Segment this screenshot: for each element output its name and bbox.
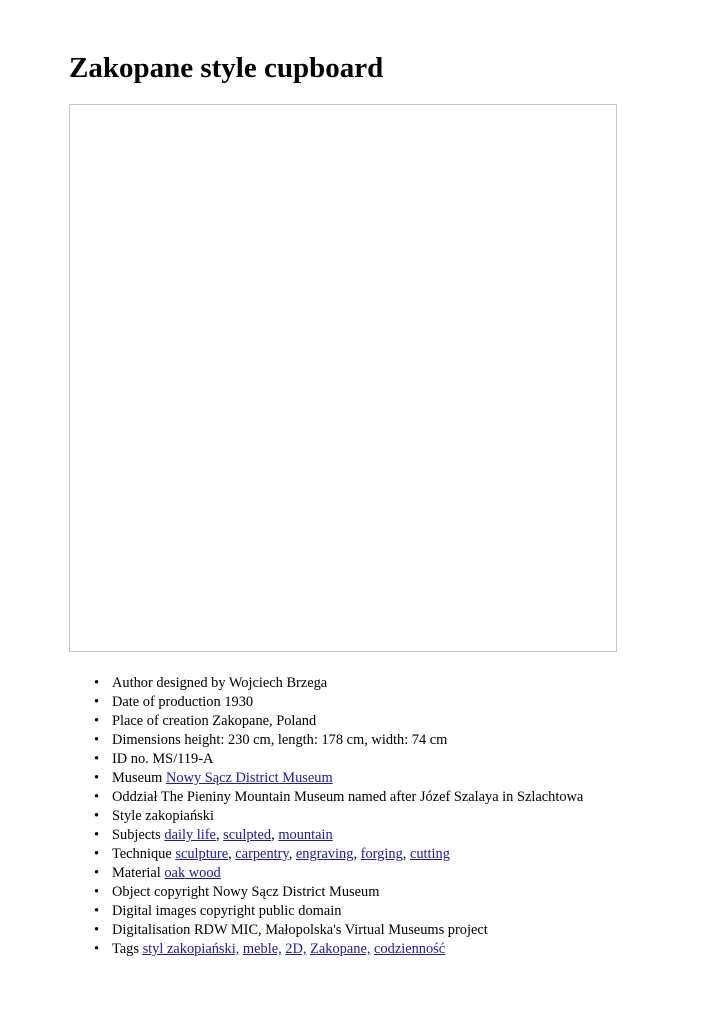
bullet: • [94, 770, 100, 786]
page-title: Zakopane style cupboard [69, 52, 384, 84]
bullet: • [94, 694, 100, 710]
branch-label: Oddział [112, 789, 158, 805]
technique-link[interactable]: sculpture [175, 846, 229, 862]
technique-link[interactable]: engraving [295, 846, 354, 862]
author-label: Author [112, 675, 153, 691]
branch-value: The Pieniny Mountain Museum named after Józef Szalaya in Szlachtowa [160, 789, 584, 805]
bullet: • [94, 922, 100, 938]
image-copyright-value: public domain [258, 903, 342, 919]
image-copyright-label: Digital images copyright [112, 903, 256, 919]
date-value: 1930 [224, 694, 254, 710]
list-item-date [94, 693, 583, 712]
bullet: • [94, 827, 100, 843]
subject-link[interactable]: mountain [278, 827, 333, 843]
museum-link[interactable]: Nowy Sącz District Museum [165, 770, 333, 786]
bullet: • [94, 751, 100, 767]
bullet: • [94, 846, 100, 862]
dimensions-label: Dimensions [112, 732, 181, 748]
tags-label: Tags [112, 941, 139, 957]
list-item-technique: • Technique sculpture, carpentry, engraving, forging, cutting [94, 846, 450, 862]
technique-link[interactable]: cutting [409, 846, 450, 862]
tag-link[interactable]: codzienność [374, 941, 446, 957]
id-label: ID no. [112, 751, 149, 767]
dimensions-value: height: 230 cm, length: 178 cm, width: 74 cm [184, 732, 448, 748]
list-item-museum [94, 769, 583, 788]
bullet: • [94, 732, 100, 748]
material-label: Material [112, 865, 161, 881]
list-item-tags [94, 940, 583, 959]
bullet: • [94, 675, 100, 691]
bullet: • [94, 884, 100, 900]
material-link[interactable]: oak wood [164, 865, 221, 881]
style-value: zakopiański [145, 808, 214, 824]
technique-link[interactable]: carpentry [235, 846, 289, 862]
bullet: • [94, 903, 100, 919]
subjects-label: Subjects [112, 827, 161, 843]
metadata-list [69, 674, 583, 959]
object-copyright-label: Object copyright [112, 884, 210, 900]
list-item-branch [94, 788, 584, 807]
bullet: • [94, 865, 100, 881]
subject-link[interactable]: daily life [164, 827, 216, 843]
place-label: Place of creation [112, 713, 209, 729]
list-item-id [94, 750, 583, 769]
list-item-dimensions [94, 731, 583, 750]
place-value: Zakopane, Poland [212, 713, 317, 729]
technique-label: Technique [112, 846, 172, 862]
date-label: Date of production [112, 694, 221, 710]
bullet: • [94, 789, 100, 805]
bullet: • [94, 713, 100, 729]
bullet: • [94, 941, 100, 957]
author-value: designed by Wojciech Brzega [156, 675, 328, 691]
list-item-place [94, 712, 583, 731]
digitalisation-label: Digitalisation [112, 922, 191, 938]
tag-link[interactable]: meble, [242, 941, 282, 957]
museum-label: Museum [112, 770, 163, 786]
list-item-material [94, 864, 583, 883]
list-item-style [94, 807, 583, 826]
bullet: • [94, 808, 100, 824]
digitalisation-value: RDW MIC, Małopolska's Virtual Museums project [193, 922, 488, 938]
artwork-image [69, 104, 617, 652]
list-item-subjects: • Subjects daily life, sculpted, mountain [94, 827, 333, 843]
tag-link[interactable]: styl zakopiański, [142, 941, 240, 957]
id-value: MS/119-A [152, 751, 214, 767]
tag-link[interactable]: Zakopane, [310, 941, 371, 957]
tag-link[interactable]: 2D, [285, 941, 307, 957]
list-item-author [94, 674, 583, 693]
subject-link[interactable]: sculpted [223, 827, 272, 843]
style-label: Style [112, 808, 142, 824]
list-item-image-copyright [94, 902, 583, 921]
object-copyright-value: Nowy Sącz District Museum [212, 884, 380, 900]
list-item-object-copyright [94, 883, 583, 902]
list-item-digitalisation [94, 921, 583, 940]
technique-link[interactable]: forging [360, 846, 403, 862]
